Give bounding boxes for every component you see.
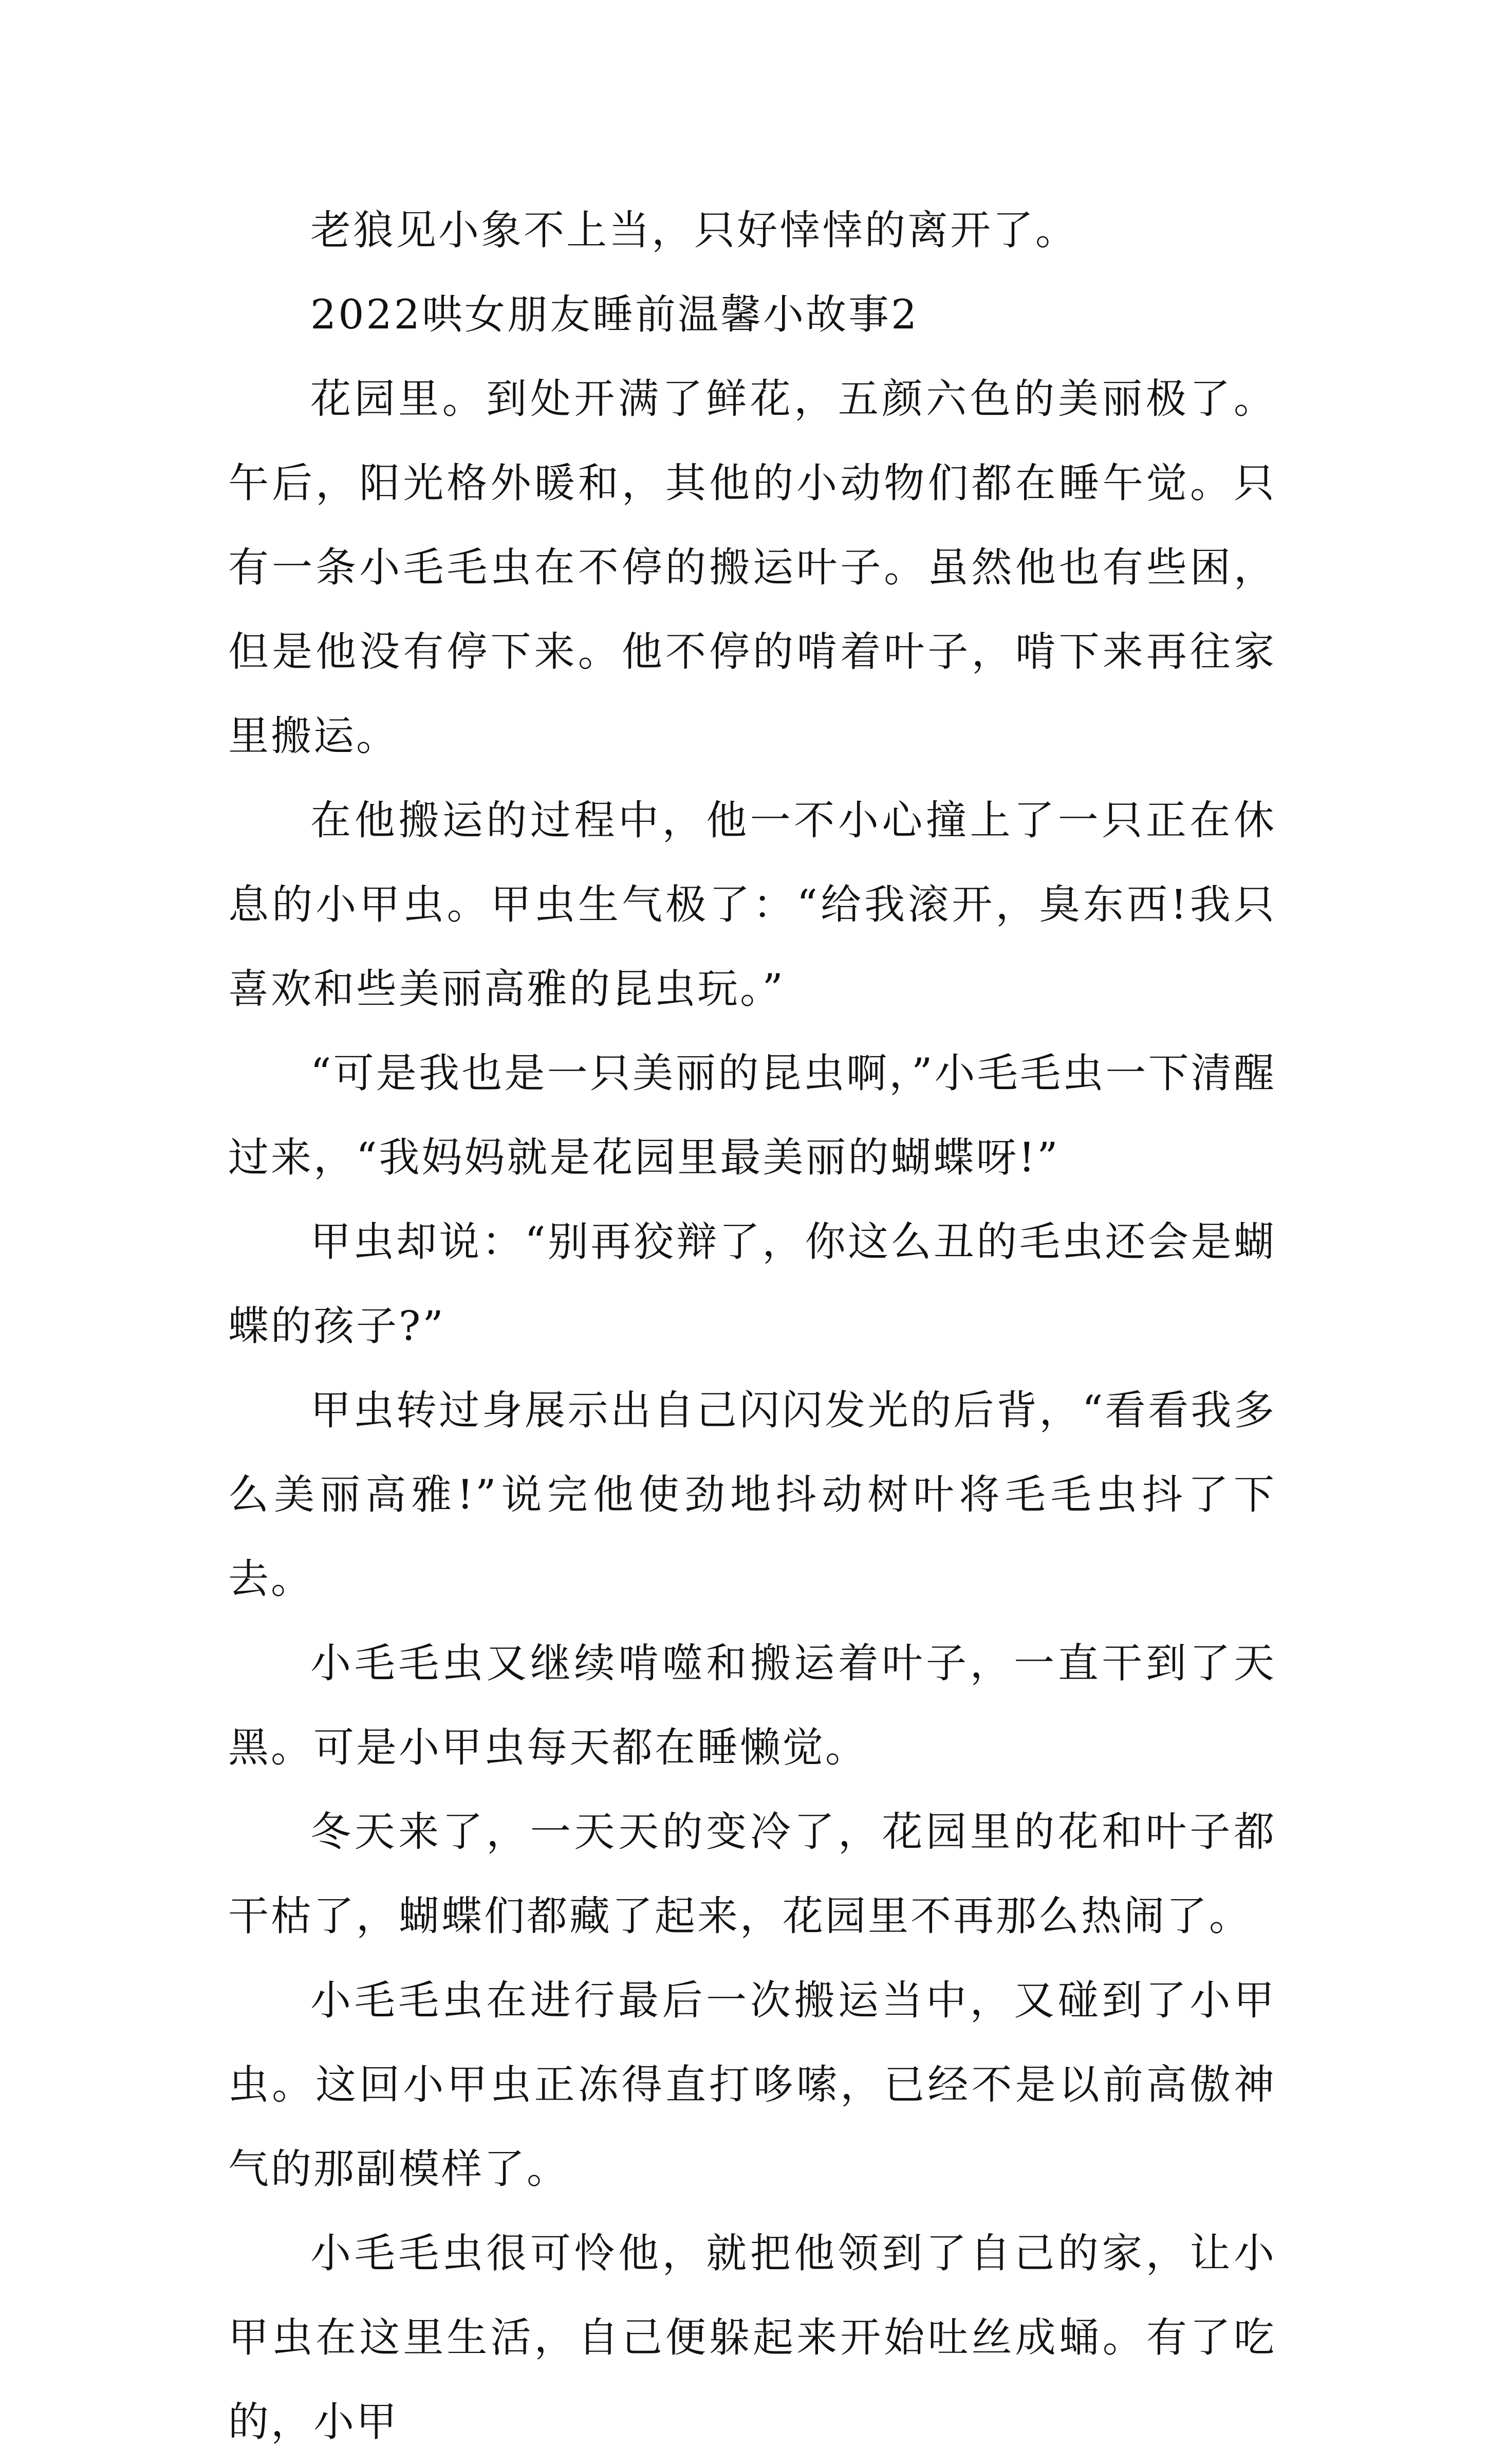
paragraph: 甲虫却说：“别再狡辩了，你这么丑的毛虫还会是蝴蝶的孩子?” (228, 1218, 1276, 1350)
story-title: 2022哄女朋友睡前温馨小故事2 (310, 291, 919, 338)
paragraph: 冬天来了，一天天的变冷了，花园里的花和叶子都干枯了，蝴蝶们都藏了起来，花园里不再那么热闹了。 (228, 1808, 1276, 1940)
paragraph: “可是我也是一只美丽的昆虫啊，”小毛毛虫一下清醒过来，“我妈妈就是花园里最美丽的蝴蝶呀!” (228, 1050, 1276, 1181)
paragraph: 老狼见小象不上当，只好悻悻的离开了。 (310, 207, 1078, 254)
paragraph: 甲虫转过身展示出自己闪闪发光的后背，“看看我多么美丽高雅!”说完他使劲地抖动树叶将毛毛虫抖了下去。 (228, 1387, 1276, 1603)
paragraph: 花园里。到处开满了鲜花，五颜六色的美丽极了。午后，阳光格外暖和，其他的小动物们都在睡午觉。只有一条小毛毛虫在不停的搬运叶子。虽然他也有些困，但是他没有停下来。他不停的啃着叶子，啃下来再往家里搬运。 (228, 375, 1276, 760)
document-body (228, 188, 1276, 2464)
paragraph: 在他搬运的过程中，他一不小心撞上了一只正在休息的小甲虫。甲虫生气极了：“给我滚开，臭东西!我只喜欢和些美丽高雅的昆虫玩。” (228, 797, 1276, 1013)
paragraph: 小毛毛虫很可怜他，就把他领到了自己的家，让小甲虫在这里生活，自己便躲起来开始吐丝成蛹。有了吃的，小甲 (228, 2230, 1276, 2445)
paragraph: 小毛毛虫在进行最后一次搬运当中，又碰到了小甲虫。这回小甲虫正冻得直打哆嗦，已经不是以前高傲神气的那副模样了。 (228, 1977, 1276, 2193)
paragraph: 小毛毛虫又继续啃噬和搬运着叶子，一直干到了天黑。可是小甲虫每天都在睡懒觉。 (228, 1640, 1276, 1771)
